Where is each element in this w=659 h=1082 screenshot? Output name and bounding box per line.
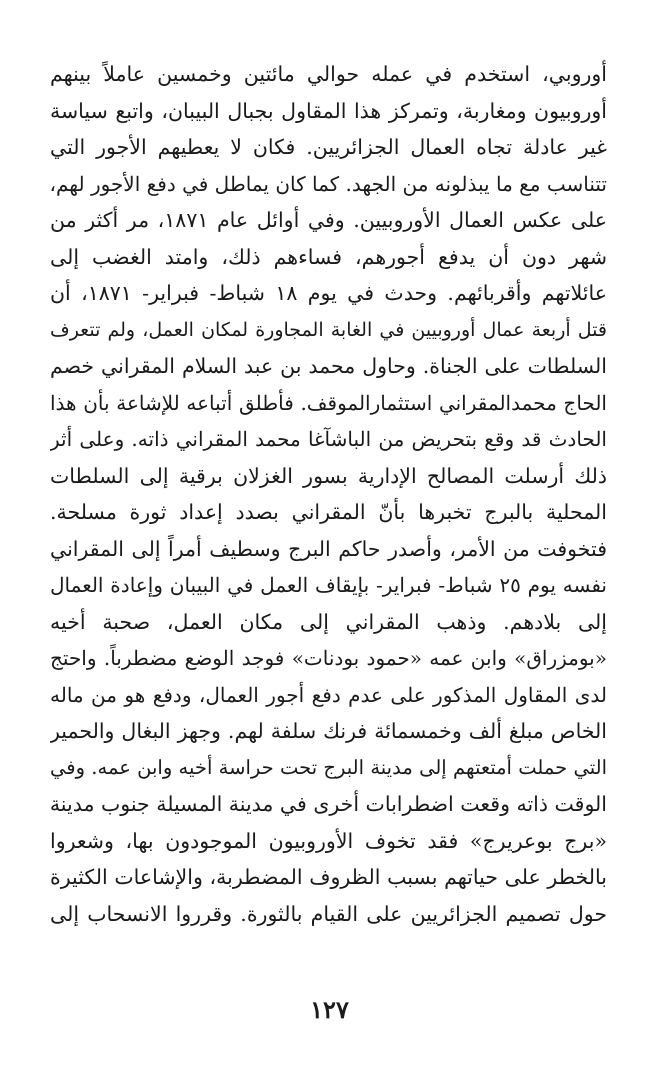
- text-line: الحاج محمدالمقراني استثمارالموقف. فأطلق أتباعه للإشاعة بأن هذا: [50, 390, 607, 415]
- text-line: شهر دون أن يدفع أجورهم، فساءهم ذلك، وامتد الغضب إلى: [50, 244, 607, 269]
- text-line: عائلاتهم وأقربائهم. وحدث في يوم ١٨ شباط- فبراير- ١٨٧١، أن: [50, 281, 607, 305]
- text-line: التي حملت أمتعتهم إلى مدينة البرج تحت حراسة أخيه وابن عمه. وفي: [50, 755, 607, 779]
- text-line: «بومزراق» وابن عمه «حمود بودنات» فوجد الوضع مضطرباً. واحتج: [50, 646, 607, 670]
- text-line: قتل أربعة عمال أوروبيين في الغابة المجاورة لمكان العمل، ولم تتعرف: [50, 318, 607, 341]
- text-line: السلطات على الجناة. وحاول محمد بن عبد السلام المقراني خصم: [50, 354, 607, 378]
- text-line: أوروبي، استخدم في عمله حوالي مائتين وخمسين عاملاً بينهم: [50, 62, 607, 86]
- text-line: ذلك أرسلت المصالح الإدارية بسور الغزلان برقية إلى السلطات: [50, 463, 607, 488]
- text-line: الحادث قد وقع بتحريض من الباشآغا محمد المقراني ذاته. وعلى أثر: [50, 427, 607, 451]
- text-line: غير عادلة تجاه العمال الجزائريين. فكان لا يعطيهم الأجور التي: [50, 135, 607, 159]
- text-line: المحلية بالبرج تخبرها بأنّ المقراني بصدد إعداد ثورة مسلحة.: [50, 500, 607, 524]
- text-line: إلى بلادهم. وذهب المقراني إلى مكان العمل، صحبة أخيه: [50, 609, 607, 634]
- text-line: على عكس العمال الأوروبيين. وفي أوائل عام ١٨٧١، مر أكثر من: [50, 208, 607, 232]
- text-line: «برج بوعريرج» فقد تخوف الأوروبيون الموجودون بها، وشعروا: [50, 828, 607, 853]
- text-line: أوروبيون ومغاربة، وتمركز هذا المقاول بجبال البيبان، واتبع سياسة: [50, 98, 607, 123]
- body-text: [50, 56, 607, 932]
- text-line: نفسه يوم ٢٥ شباط- فبراير- بإيقاف العمل في البيبان وإعادة العمال: [50, 573, 607, 597]
- text-line: الخاص مبلغ ألف وخمسمائة فرنك سلفة لهم. وجهز البغال والحمير: [50, 719, 607, 743]
- text-line: لدى المقاول المذكور على عدم دفع أجور العمال، ودفع هو من ماله: [50, 682, 607, 707]
- text-line: فتخوفت من الأمر، وأصدر حاكم البرج وسطيف أمراً إلى المقراني: [50, 536, 607, 561]
- text-line: بالخطر على حياتهم بسبب الظروف المضطربة، والإشاعات الكثيرة: [50, 865, 607, 889]
- text-line: الوقت ذاته وقعت اضطرابات أخرى في مدينة المسيلة جنوب مدينة: [50, 792, 607, 816]
- text-line: تتناسب مع ما يبذلونه من الجهد. كما كان يماطل في دفع الأجور لهم،: [50, 171, 607, 196]
- page-number: ١٢٧: [310, 995, 349, 1024]
- text-line: حول تصميم الجزائريين على القيام بالثورة. وقرروا الانسحاب إلى: [50, 901, 607, 926]
